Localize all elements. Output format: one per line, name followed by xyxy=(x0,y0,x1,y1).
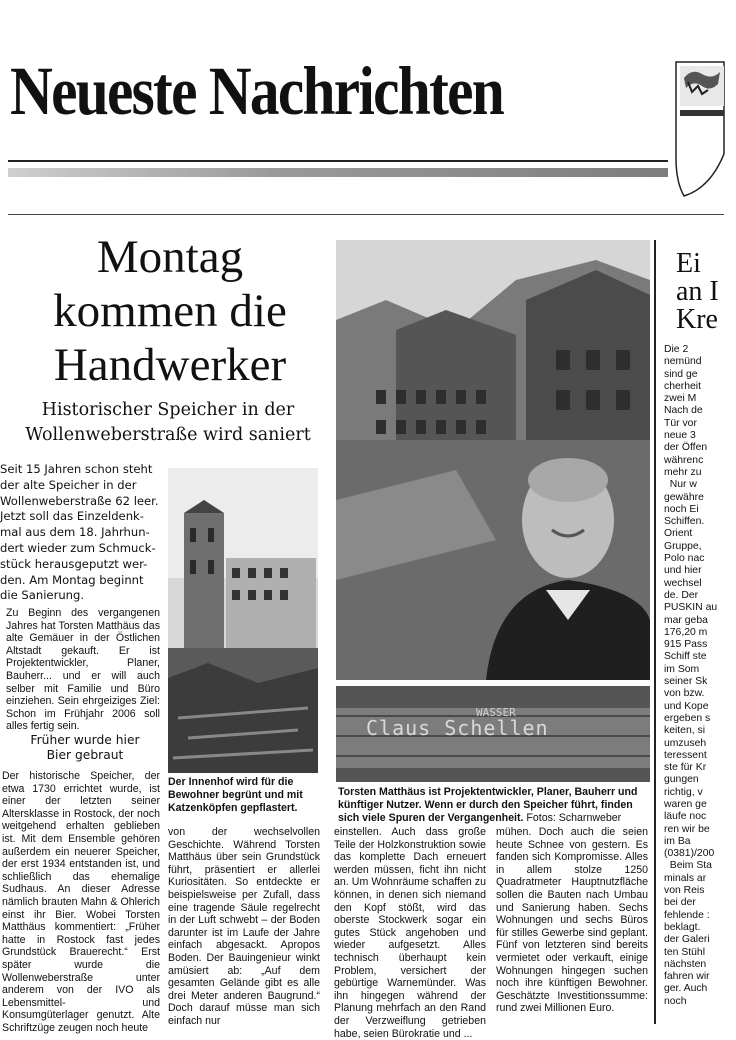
section-rule xyxy=(8,214,724,215)
lead-line: dert wieder zum Schmuck- xyxy=(0,540,156,555)
headline-line: Handwerker xyxy=(53,339,287,391)
sidebar-text: Die 2 nemünd sind ge cherheit zwei M Nach de Tür vor neue 3 der Öffen währenc mehr zu Nur w gewähre noch Ei Schiffen. Orient Gruppe, Polo nac und hier wechsel de. Der PUSKIN au mar geba 176,20 m 915 Pass Schiff ste im Som seiner Sk von bzw. und Kope ergeben s keiten, si umzuseh teressent ste für Kr gungen richtig, v waren ge läufe noc ren wir be im Ba (0381)/200 Beim Sta minals ar von Reis bei der fehlende : beklagt. der Galeri ten Stühl nächsten fahren wir ger. Auch noch xyxy=(664,344,718,1007)
sign-photo xyxy=(336,686,650,782)
subhead-line: Früher wurde hier xyxy=(30,733,140,747)
lead-line: Jetzt soll das Einzeldenk- xyxy=(0,509,144,524)
body-column-1-bottom: Der historische Speicher, der etwa 1730 errichtet wurde, ist einer der letzten seiner Altersklasse in Rostock, der noch weitgehend erhalten geblieben ist. Mit dem Ensemble gehören außerdem ein neuerer Speicher, der erst 1934 entstanden ist, und schließlich das ehemalige Sudhaus. An dieser Adresse nämlich brauten Mahn & Ohlerich einst ihr Bier. Wobei Torsten Matthäus kommentiert: „Früher hatte in Rostock fast jedes Grundstück Brauerecht.“ Erst später wurde die Wollenweberstraße unter anderem von der IVO als Lebensmittel- und Konsumgüterlager genutzt. Alte Schriftzüge zeugen noch heute xyxy=(2,770,160,1034)
caption-courtyard: Der Innenhof wird für die Bewohner begrünt und mit Katzenköpfen gepflastert. xyxy=(168,776,303,814)
sign-text-main: Claus Schellen xyxy=(366,716,549,740)
lead-line: die Sanierung. xyxy=(0,588,85,603)
caption-portrait-text: Torsten Matthäus ist Projektentwickler, Planer, Bauherr und künftiger Nutzer. Wenn er durch den Speicher führt, finden sich viele Spuren der Vergangenheit. xyxy=(338,786,638,824)
article-headline xyxy=(20,230,320,392)
coat-of-arms-icon xyxy=(670,58,724,206)
subhead-line: Bier gebraut xyxy=(46,748,124,762)
lead-line: Wollenweberstraße 62 leer. xyxy=(0,493,159,508)
article-lead xyxy=(0,462,165,602)
deck-line: Historischer Speicher in der xyxy=(41,400,295,420)
lead-line: stück herausgeputzt wer- xyxy=(0,556,148,571)
body-column-2: von der wechselvollen Geschichte. Während Torsten Matthäus über sein Grundstück führt, präsentiert er allerlei Kuriositäten. So entdeckte er beispielsweise per Zufall, dass eine tragende Säule regelrecht in der Luft schwebt – der Boden darunter ist im Laufe der Jahre einfach abgesackt. Apropos Boden. Der Bauingenieur winkt amüsiert ab: „Auf dem gesamten Gelände gibt es alle drei Meter anderen Baugrund.“ Doch darauf müsse man sich einfach nur xyxy=(168,826,320,1027)
headline-line: kommen die xyxy=(53,285,287,337)
caption-portrait xyxy=(338,786,650,824)
deck-line: Wollenweberstraße wird saniert xyxy=(25,425,311,445)
sidebar-rule xyxy=(654,240,656,1024)
lead-line: mal aus dem 18. Jahrhun- xyxy=(0,525,150,540)
courtyard-photo xyxy=(168,468,318,773)
masthead-gradient-bar xyxy=(8,168,668,177)
sidebar-headline: Ei an I Kre xyxy=(676,248,719,335)
lead-line: der alte Speicher in der xyxy=(0,477,137,492)
article-deck xyxy=(18,398,318,448)
body-column-1-top: Zu Beginn des vergangenen Jahres hat Torsten Matthäus das alte Gemäuer in der Östlichen Altstadt gekauft. Er ist Projektentwickler, Planer, Bauherr... und er will auch selber mit Familie und Büro einziehen. Sein ehrgeiziges Ziel: Schon im Frühjahr 2006 soll alles fertig sein. xyxy=(6,607,160,733)
headline-line: Montag xyxy=(96,231,244,283)
masthead-title: Neueste Nachrichten xyxy=(10,53,504,129)
article-subhead xyxy=(10,733,160,763)
sign-text-small: WASSER xyxy=(476,706,516,719)
masthead-rule xyxy=(8,160,668,162)
body-column-4: mühen. Doch auch die seien heute Schnee von gestern. Es fanden sich Kompromisse. Alles in allem stolze 1250 Quadratmeter Hauptnutzfläche sollen die Bauten nach Umbau und Sanierung haben. Sechs Wohnungen und sechs Büros für stilles Gewerbe sind geplant. Fünf von letzteren sind bereits vermietet oder verkauft, einige Wohnungen hingegen suchen noch ihre künftigen Bewohner. Geschätzte Investitionssumme: rund zwei Millionen Euro. xyxy=(496,826,648,1015)
photo-credit: Fotos: Scharnweber xyxy=(526,811,622,824)
lead-line: den. Am Montag beginnt xyxy=(0,572,144,587)
body-column-3: einstellen. Auch dass große Teile der Holzkonstruktion sowie das komplette Dach erneuert werden müssen, ficht ihn nicht an. Um Wohnräume schaffen zu können, in denen sich niemand den Kopf stößt, wird das oberste Stockwerk sogar ein gutes Stück angehoben und wieder aufgesetzt. Alles technisch überhaupt kein Problem, versichert der gebürtige Warnemünder. Was ihn hingegen während der Planung mehrfach an den Rand der Verzweiflung getrieben habe, seien Bürokratie und ... xyxy=(334,826,486,1040)
portrait-photo xyxy=(336,240,650,680)
lead-line: Seit 15 Jahren schon steht xyxy=(0,462,153,476)
